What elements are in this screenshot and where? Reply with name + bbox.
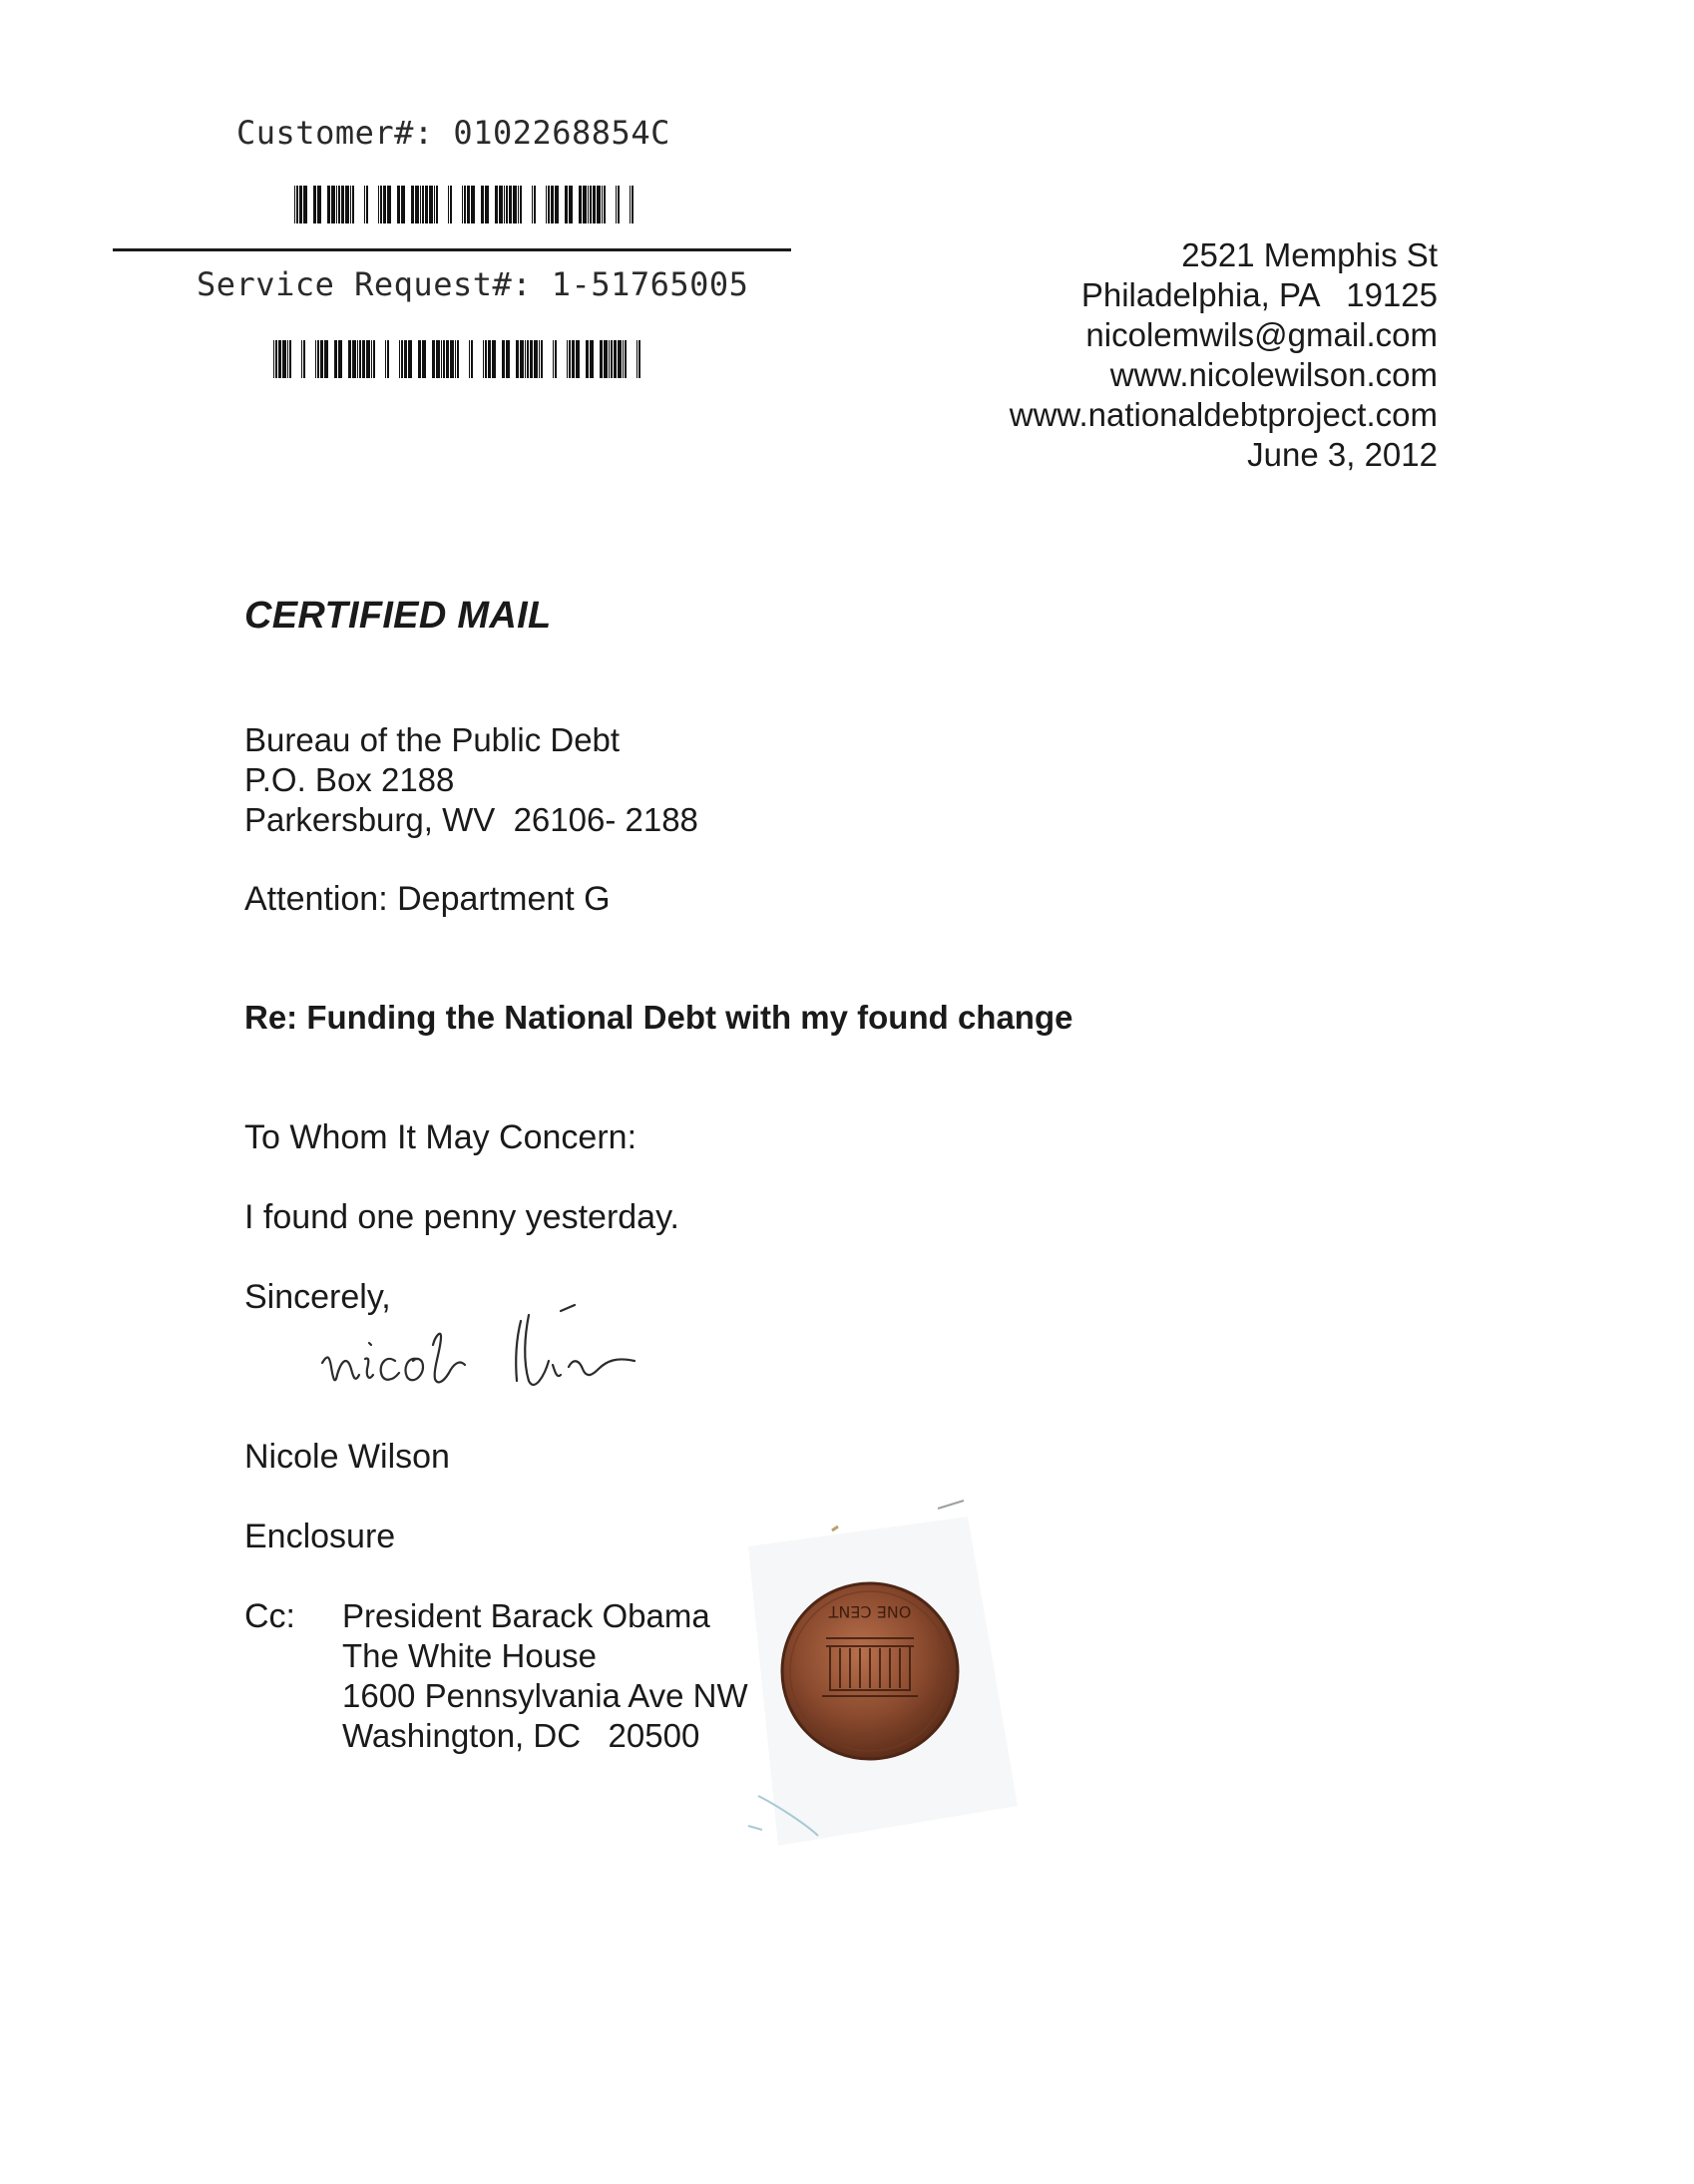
barcode-bar bbox=[401, 340, 403, 378]
barcode-bar bbox=[604, 186, 606, 223]
service-request-number: Service Request#: 1-51765005 bbox=[197, 265, 749, 303]
barcode-bar bbox=[462, 186, 463, 223]
barcode-bar bbox=[534, 186, 536, 223]
barcode-bar bbox=[383, 186, 386, 223]
sender-project-website: www.nationaldebtproject.com bbox=[1009, 396, 1438, 433]
barcode-bar bbox=[488, 340, 491, 378]
barcode-bar bbox=[534, 340, 538, 378]
barcode-bar bbox=[471, 186, 475, 223]
barcode-bar bbox=[275, 340, 277, 378]
enclosure-note: Enclosure bbox=[244, 1518, 396, 1555]
barcode-bar bbox=[464, 186, 466, 223]
barcode-bar bbox=[432, 340, 435, 378]
barcode-bar bbox=[429, 186, 433, 223]
certified-mail-heading: CERTIFIED MAIL bbox=[244, 595, 552, 637]
barcode-bar bbox=[282, 340, 286, 378]
barcode-bar bbox=[546, 186, 547, 223]
barcode-bar bbox=[569, 340, 571, 378]
barcode-bar bbox=[636, 340, 637, 378]
barcode-bar bbox=[506, 340, 510, 378]
barcode-bar bbox=[567, 340, 568, 378]
barcode-bar bbox=[590, 186, 592, 223]
barcode-bar bbox=[520, 340, 524, 378]
barcode-bar bbox=[425, 186, 428, 223]
cc-recipient-org: The White House bbox=[342, 1637, 597, 1674]
cc-recipient-city-state-zip: Washington, DC 20500 bbox=[342, 1717, 700, 1754]
barcode-bar bbox=[471, 340, 473, 378]
barcode-bar bbox=[604, 340, 608, 378]
barcode-bar bbox=[422, 186, 424, 223]
barcode-bar bbox=[404, 340, 407, 378]
barcode-bar bbox=[411, 186, 414, 223]
barcode-bar bbox=[303, 340, 305, 378]
barcode-bar bbox=[525, 340, 526, 378]
barcode-bar bbox=[569, 186, 573, 223]
sender-website: www.nicolewilson.com bbox=[1109, 356, 1438, 393]
barcode-bar bbox=[327, 186, 330, 223]
barcode-bar bbox=[422, 340, 426, 378]
barcode-bar bbox=[632, 186, 634, 223]
barcode-bar bbox=[618, 186, 620, 223]
barcode-bar bbox=[441, 340, 442, 378]
barcode-bar bbox=[303, 186, 307, 223]
barcode-bar bbox=[518, 186, 519, 223]
barcode-bar bbox=[579, 186, 582, 223]
recipient-name: Bureau of the Public Debt bbox=[244, 721, 621, 758]
barcode-bar bbox=[448, 186, 449, 223]
barcode-bar bbox=[397, 186, 400, 223]
barcode-bar bbox=[338, 340, 342, 378]
barcode-bar bbox=[387, 340, 389, 378]
barcode-bar bbox=[366, 186, 368, 223]
header-divider bbox=[113, 248, 791, 251]
sender-city-state-zip: Philadelphia, PA 19125 bbox=[1080, 276, 1438, 313]
barcode-bar bbox=[495, 186, 498, 223]
barcode-bar bbox=[350, 186, 351, 223]
barcode-bar bbox=[457, 340, 459, 378]
barcode-bar bbox=[450, 186, 452, 223]
barcode-bar bbox=[618, 340, 622, 378]
barcode-bar bbox=[616, 186, 617, 223]
barcode-bar bbox=[434, 186, 435, 223]
barcode-bar bbox=[469, 340, 470, 378]
barcode-bar bbox=[597, 186, 601, 223]
barcode-bar bbox=[348, 340, 351, 378]
barcode-bar bbox=[287, 340, 288, 378]
barcode-bar bbox=[527, 340, 529, 378]
barcode-bar bbox=[443, 340, 445, 378]
penny-lettering: ONE CENT bbox=[828, 1602, 912, 1621]
barcode-bar bbox=[373, 340, 375, 378]
barcode-bar bbox=[467, 186, 470, 223]
barcode-bar bbox=[317, 340, 319, 378]
barcode-bar bbox=[301, 340, 302, 378]
service-request-barcode bbox=[273, 340, 642, 378]
barcode-bar bbox=[418, 340, 421, 378]
barcode-bar bbox=[401, 186, 405, 223]
cc-recipient-street: 1600 Pennsylvania Ave NW bbox=[342, 1677, 748, 1714]
customer-barcode bbox=[285, 186, 635, 223]
sender-street: 2521 Memphis St bbox=[1181, 236, 1438, 273]
barcode-bar bbox=[450, 340, 454, 378]
letter-date: June 3, 2012 bbox=[1247, 436, 1438, 473]
barcode-bar bbox=[446, 340, 449, 378]
attention-line: Attention: Department G bbox=[244, 880, 611, 918]
barcode-bar bbox=[320, 340, 323, 378]
barcode-bar bbox=[436, 186, 438, 223]
barcode-bar bbox=[485, 186, 489, 223]
letter-body: I found one penny yesterday. bbox=[244, 1198, 680, 1236]
barcode-bar bbox=[623, 340, 624, 378]
barcode-bar bbox=[572, 340, 575, 378]
barcode-bar bbox=[481, 186, 484, 223]
barcode-bar bbox=[565, 186, 568, 223]
sender-email: nicolemwils@gmail.com bbox=[1085, 316, 1438, 353]
barcode-bar bbox=[341, 186, 344, 223]
barcode-bar bbox=[364, 186, 365, 223]
cc-label: Cc: bbox=[244, 1597, 295, 1635]
salutation: To Whom It May Concern: bbox=[244, 1118, 637, 1156]
barcode-bar bbox=[583, 186, 587, 223]
barcode-bar bbox=[502, 340, 505, 378]
barcode-bar bbox=[509, 186, 512, 223]
recipient-address-block bbox=[244, 720, 698, 840]
cc-recipient-name: President Barack Obama bbox=[342, 1597, 710, 1634]
barcode-bar bbox=[278, 340, 281, 378]
barcode-bar bbox=[357, 340, 358, 378]
barcode-bar bbox=[289, 340, 291, 378]
barcode-bar bbox=[588, 186, 589, 223]
barcode-bar bbox=[532, 186, 533, 223]
barcode-bar bbox=[336, 186, 337, 223]
barcode-bar bbox=[506, 186, 508, 223]
barcode-bar bbox=[638, 340, 640, 378]
barcode-bar bbox=[539, 340, 540, 378]
barcode-bar bbox=[371, 340, 372, 378]
barcode-bar bbox=[378, 186, 379, 223]
barcode-bar bbox=[611, 340, 613, 378]
barcode-bar bbox=[338, 186, 340, 223]
barcode-bar bbox=[299, 186, 302, 223]
recipient-po-box: P.O. Box 2188 bbox=[244, 761, 455, 798]
barcode-bar bbox=[362, 340, 365, 378]
barcode-bar bbox=[614, 340, 617, 378]
barcode-bar bbox=[551, 186, 554, 223]
barcode-bar bbox=[555, 186, 559, 223]
barcode-bar bbox=[331, 186, 335, 223]
barcode-bar bbox=[504, 186, 505, 223]
barcode-bar bbox=[513, 186, 517, 223]
barcode-bar bbox=[483, 340, 484, 378]
barcode-bar bbox=[345, 186, 349, 223]
barcode-bar bbox=[600, 340, 603, 378]
recipient-city-state-zip: Parkersburg, WV 26106- 2188 bbox=[244, 801, 698, 838]
barcode-bar bbox=[352, 186, 354, 223]
barcode-bar bbox=[359, 340, 361, 378]
barcode-bar bbox=[602, 186, 603, 223]
barcode-bar bbox=[548, 186, 550, 223]
barcode-bar bbox=[630, 186, 631, 223]
barcode-bar bbox=[485, 340, 487, 378]
closing: Sincerely, bbox=[244, 1278, 391, 1316]
barcode-bar bbox=[625, 340, 627, 378]
barcode-bar bbox=[576, 340, 580, 378]
barcode-bar bbox=[324, 340, 328, 378]
barcode-bar bbox=[590, 340, 594, 378]
barcode-bar bbox=[516, 340, 519, 378]
barcode-bar bbox=[541, 340, 543, 378]
barcode-bar bbox=[499, 186, 503, 223]
barcode-bar bbox=[380, 186, 382, 223]
barcode-bar bbox=[352, 340, 356, 378]
barcode-bar bbox=[366, 340, 370, 378]
customer-number: Customer#: 0102268854C bbox=[236, 114, 670, 152]
barcode-bar bbox=[313, 186, 316, 223]
barcode-bar bbox=[408, 340, 412, 378]
barcode-bar bbox=[315, 340, 316, 378]
barcode-bar bbox=[415, 186, 419, 223]
subject-line: Re: Funding the National Debt with my found change bbox=[244, 999, 1073, 1036]
barcode-bar bbox=[593, 186, 596, 223]
barcode-bar bbox=[334, 340, 337, 378]
barcode-bar bbox=[455, 340, 456, 378]
barcode-bar bbox=[387, 186, 391, 223]
barcode-bar bbox=[492, 340, 496, 378]
barcode-bar bbox=[436, 340, 440, 378]
sender-address-block bbox=[1010, 235, 1438, 475]
barcode-bar bbox=[296, 186, 298, 223]
handwritten-signature bbox=[317, 1285, 696, 1415]
barcode-bar bbox=[317, 186, 321, 223]
barcode-bar bbox=[609, 340, 610, 378]
barcode-bar bbox=[294, 186, 295, 223]
barcode-bar bbox=[520, 186, 522, 223]
taped-penny-image bbox=[718, 1477, 1038, 1876]
barcode-bar bbox=[530, 340, 533, 378]
barcode-bar bbox=[555, 340, 557, 378]
barcode-bar bbox=[553, 340, 554, 378]
barcode-bar bbox=[399, 340, 400, 378]
cc-recipient-block bbox=[342, 1596, 748, 1756]
barcode-bar bbox=[385, 340, 386, 378]
barcode-bar bbox=[586, 340, 589, 378]
signer-name: Nicole Wilson bbox=[244, 1438, 450, 1476]
barcode-bar bbox=[420, 186, 421, 223]
barcode-bar bbox=[273, 340, 274, 378]
